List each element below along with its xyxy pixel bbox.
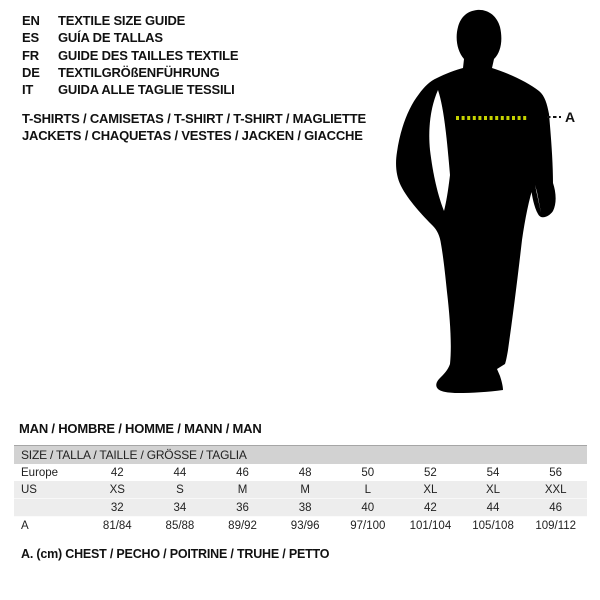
category-jackets: JACKETS / CHAQUETAS / VESTES / JACKEN / GIACCHE xyxy=(22,128,363,144)
size-cell: 50 xyxy=(361,466,375,479)
language-code: ES xyxy=(22,30,39,46)
category-list xyxy=(22,110,366,145)
size-cell: 109/112 xyxy=(524,517,587,535)
size-cell: 38 xyxy=(274,499,337,517)
language-row xyxy=(22,29,238,46)
measure-label-a: A xyxy=(565,109,576,125)
language-row xyxy=(22,47,238,64)
size-cell: 85/88 xyxy=(149,517,212,535)
size-cell: XS xyxy=(86,481,149,499)
size-row-label xyxy=(14,499,86,517)
language-list xyxy=(22,12,238,98)
language-row xyxy=(22,12,238,29)
table-row-europe xyxy=(14,464,587,481)
table-row-us-numeric xyxy=(14,499,587,517)
language-code: FR xyxy=(22,47,39,63)
table-row-chest xyxy=(14,517,587,535)
size-cell: 42 xyxy=(110,466,124,479)
language-label: TEXTILE SIZE GUIDE xyxy=(58,13,186,28)
size-row-label: A xyxy=(14,517,86,535)
size-table-header-row xyxy=(14,446,587,465)
language-code: DE xyxy=(22,64,40,80)
size-cell: XL xyxy=(399,481,462,499)
size-cell: 46 xyxy=(524,499,587,517)
size-cell: 40 xyxy=(337,499,400,517)
table-row-us xyxy=(14,481,587,499)
size-cell: M xyxy=(211,481,274,499)
language-label: GUIDA ALLE TAGLIE TESSILI xyxy=(58,82,235,98)
size-row-label: US xyxy=(14,481,86,499)
language-label: GUIDE DES TAILLES TEXTILE xyxy=(58,47,239,63)
man-silhouette xyxy=(396,10,556,393)
size-cell: M xyxy=(274,481,337,499)
size-cell: 105/108 xyxy=(462,517,525,535)
language-row xyxy=(22,81,238,98)
size-cell: 54 xyxy=(486,466,500,479)
size-row-label: Europe xyxy=(21,466,59,479)
section-title-man: MAN / HOMBRE / HOMME / MANN / MAN xyxy=(19,421,262,436)
size-cell: S xyxy=(149,481,212,499)
man-silhouette-figure xyxy=(395,0,600,410)
language-code: IT xyxy=(22,82,34,98)
size-table-header: SIZE / TALLA / TAILLE / GRÖSSE / TAGLIA xyxy=(14,446,587,465)
size-cell: 101/104 xyxy=(399,517,462,535)
measurement-footnote: A. (cm) CHEST / PECHO / POITRINE / TRUHE / PETTO xyxy=(21,547,330,561)
size-table-container xyxy=(14,445,587,534)
language-label: TEXTILGRÖßENFÜHRUNG xyxy=(58,64,220,80)
size-cell: 81/84 xyxy=(86,517,149,535)
language-row xyxy=(22,64,238,81)
size-cell: 42 xyxy=(399,499,462,517)
size-cell: 93/96 xyxy=(274,517,337,535)
size-cell: 52 xyxy=(424,466,437,479)
size-cell: 48 xyxy=(298,466,312,479)
language-label: GUÍA DE TALLAS xyxy=(58,30,163,46)
size-cell: L xyxy=(337,481,400,499)
size-cell: 36 xyxy=(211,499,274,517)
size-cell: 44 xyxy=(173,466,187,479)
size-cell: 44 xyxy=(462,499,525,517)
size-cell: 97/100 xyxy=(337,517,400,535)
size-cell: 89/92 xyxy=(211,517,274,535)
size-table xyxy=(14,445,587,534)
size-cell: XL xyxy=(462,481,525,499)
language-code: EN xyxy=(22,13,40,28)
size-cell: 46 xyxy=(236,466,249,479)
size-cell: 56 xyxy=(549,466,563,479)
size-cell: XXL xyxy=(524,481,587,499)
category-tshirts: T-SHIRTS / CAMISETAS / T-SHIRT / T-SHIRT / MAGLIETTE xyxy=(22,111,366,126)
size-cell: 32 xyxy=(86,499,149,517)
size-cell: 34 xyxy=(149,499,212,517)
